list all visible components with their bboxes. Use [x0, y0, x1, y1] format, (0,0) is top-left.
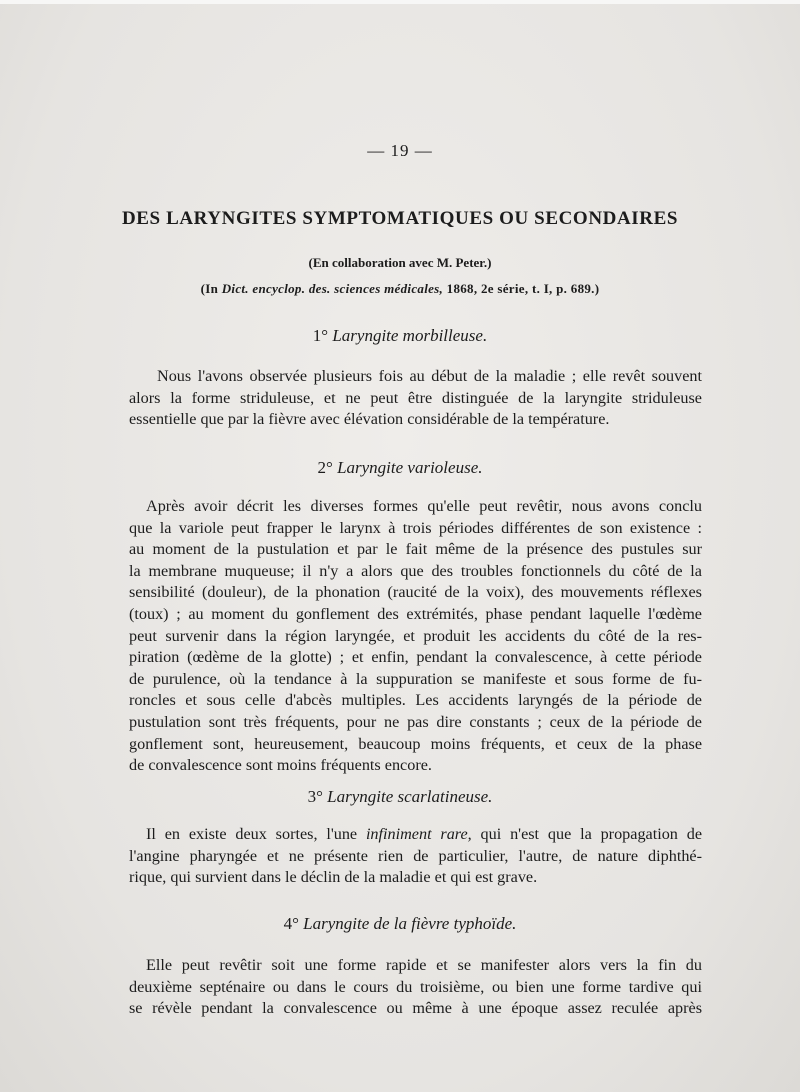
- article-title: DES LARYNGITES SYMPTOMATIQUES OU SECONDAIRES: [121, 208, 679, 229]
- text-line: [129, 824, 702, 846]
- text-line: de purulence, où la tendance à la suppuration se manifeste et sous forme de fu-: [129, 669, 702, 688]
- section-number: 1°: [312, 326, 329, 345]
- text-line: peut survenir dans la région laryngée, et produit les accidents du côté de la res-: [129, 626, 702, 645]
- text-segment: Il en existe deux sortes, l'une: [146, 825, 366, 843]
- text-line: que la variole peut frapper le larynx à trois périodes différentes de son existence :: [129, 518, 702, 537]
- paragraph-morbilleuse: [129, 366, 702, 431]
- paragraph-varioleuse: [129, 496, 702, 777]
- section-number: 3°: [307, 787, 323, 806]
- page-top-edge: [0, 0, 800, 4]
- citation-journal: Dict. encyclop. des. sciences médicales,: [221, 281, 444, 296]
- section-heading-typhoide: [0, 914, 800, 934]
- citation-suffix: 1868, 2e série, t. I, p. 689.): [443, 281, 600, 296]
- text-line: roncles et sous celle d'abcès multiples. Les accidents laryngés de la période de: [129, 691, 702, 710]
- text-line: de convalescence sont moins fréquents encore.: [129, 756, 432, 775]
- section-title: Laryngite scarlatineuse.: [322, 787, 493, 806]
- section-title: Laryngite varioleuse.: [332, 458, 483, 477]
- text-line: Après avoir décrit les diverses formes qu'elle peut revêtir, nous avons conclu: [146, 497, 702, 515]
- collaboration-note: (En collaboration avec M. Peter.): [308, 255, 492, 270]
- text-line: l'angine pharyngée et ne présente rien de particulier, l'autre, de nature diphthé-: [129, 846, 702, 865]
- text-line: (toux) ; au moment du gonflement des extrémités, phase pendant laquelle l'œdème: [129, 604, 702, 623]
- paragraph-scarlatineuse: [129, 824, 702, 889]
- section-heading-varioleuse: [0, 458, 800, 478]
- section-title: Laryngite morbilleuse.: [328, 326, 488, 345]
- text-line: alors la forme striduleuse, et ne peut être distinguée de la laryngite striduleuse: [129, 388, 702, 407]
- text-line: Elle peut revêtir soit une forme rapide et se manifester alors vers la fin du: [146, 956, 702, 974]
- text-line: piration (œdème de la glotte) ; et enfin, pendant la convalescence, à cette période: [129, 648, 702, 667]
- text-line: au moment de la pustulation et par le fait même de la présence des pustules sur: [129, 540, 702, 559]
- paragraph-typhoide: [129, 955, 702, 1020]
- text-line: deuxième septénaire ou dans le cours du troisième, ou bien une forme tardive qui: [129, 977, 702, 996]
- text-segment: qui n'est que la propagation de: [471, 825, 703, 843]
- section-title: Laryngite de la fièvre typhoïde.: [298, 914, 517, 933]
- section-number: 4°: [283, 914, 299, 933]
- text-line: sensibilité (douleur), de la phonation (raucité de la voix), des mouvements réflexes: [129, 583, 702, 602]
- section-heading-scarlatineuse: [0, 787, 800, 807]
- text-line: se révèle pendant la convalescence ou même à une époque assez reculée après: [129, 999, 702, 1018]
- text-line: gonflement sont, heureusement, beaucoup moins fréquents, et ceux de la phase: [129, 734, 702, 753]
- text-line: rique, qui survient dans le déclin de la maladie et qui est grave.: [129, 868, 538, 887]
- emphasis-text: infiniment rare,: [365, 825, 472, 843]
- page-number: — 19 —: [367, 141, 433, 160]
- text-line: pustulation sont très fréquents, pour ne pas dire constants ; ceux de la période de: [129, 712, 702, 731]
- text-line: la membrane muqueuse; il n'y a alors que des troubles fonctionnels du côté de la: [129, 561, 702, 580]
- citation-line: [0, 281, 800, 297]
- text-line: Nous l'avons observée plusieurs fois au début de la maladie ; elle revêt souvent: [157, 367, 702, 385]
- citation-prefix: (In: [200, 281, 222, 296]
- section-heading-morbilleuse: [0, 326, 800, 346]
- section-number: 2°: [317, 458, 333, 477]
- text-line: essentielle que par la fièvre avec élévation considérable de la température.: [129, 410, 610, 429]
